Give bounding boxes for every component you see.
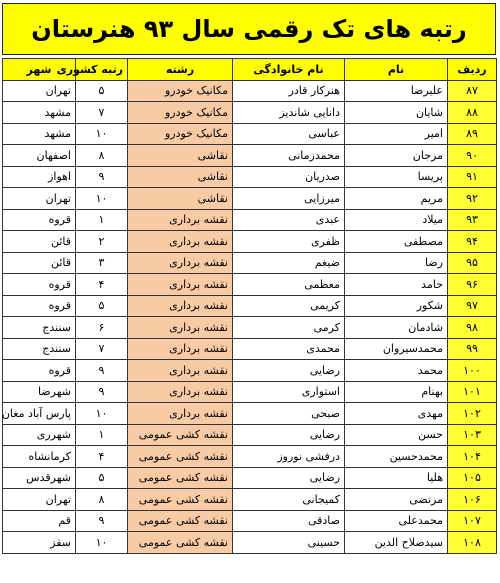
row-field: نقشه برداری — [128, 317, 233, 339]
row-name: علیرضا — [345, 80, 448, 102]
row-index: ۹۰ — [448, 145, 497, 167]
row-index: ۸۹ — [448, 123, 497, 145]
header-rank: رتبه کشوری — [76, 59, 128, 81]
row-field: نقشه برداری — [128, 381, 233, 403]
row-city: تهران — [3, 80, 76, 102]
row-family: رضایی — [233, 467, 345, 489]
ranking-table — [2, 58, 497, 554]
row-field: مکانیک خودرو — [128, 102, 233, 124]
row-index: ۱۰۴ — [448, 446, 497, 468]
row-city: قائن — [3, 231, 76, 253]
row-family: صدریان — [233, 166, 345, 188]
row-index: ۱۰۳ — [448, 424, 497, 446]
row-family: ضیغم — [233, 252, 345, 274]
row-field: نقشه کشی عمومی — [128, 510, 233, 532]
row-rank: ۱۰ — [76, 532, 128, 554]
row-index: ۹۴ — [448, 231, 497, 253]
row-family: معظمی — [233, 274, 345, 296]
row-field: نقشه برداری — [128, 274, 233, 296]
table-row — [3, 424, 497, 446]
row-rank: ۴ — [76, 274, 128, 296]
row-city: قروه — [3, 360, 76, 382]
row-index: ۹۲ — [448, 188, 497, 210]
table-row — [3, 231, 497, 253]
row-field: نقاشی — [128, 166, 233, 188]
row-name: شادمان — [345, 317, 448, 339]
row-field: نقشه کشی عمومی — [128, 489, 233, 511]
row-family: هنرکار قادر — [233, 80, 345, 102]
table-row — [3, 381, 497, 403]
page-title: رتبه های تک رقمی سال ۹۳ هنرستان — [2, 3, 496, 55]
row-field: نقشه برداری — [128, 403, 233, 425]
row-field: نقشه برداری — [128, 252, 233, 274]
row-city: تهران — [3, 489, 76, 511]
row-name: پریسا — [345, 166, 448, 188]
row-rank: ۹ — [76, 166, 128, 188]
row-name: مرجان — [345, 145, 448, 167]
row-rank: ۸ — [76, 489, 128, 511]
header-family: نام خانوادگی — [233, 59, 345, 81]
row-field: نقشه برداری — [128, 231, 233, 253]
row-rank: ۹ — [76, 360, 128, 382]
header-name: نام — [345, 59, 448, 81]
row-index: ۱۰۵ — [448, 467, 497, 489]
row-index: ۸۸ — [448, 102, 497, 124]
row-name: سیدصلاح الدین — [345, 532, 448, 554]
row-rank: ۸ — [76, 145, 128, 167]
row-field: مکانیک خودرو — [128, 123, 233, 145]
row-index: ۱۰۷ — [448, 510, 497, 532]
row-index: ۱۰۰ — [448, 360, 497, 382]
table-body — [3, 80, 497, 553]
table-row — [3, 145, 497, 167]
row-index: ۹۶ — [448, 274, 497, 296]
row-field: نقشه کشی عمومی — [128, 424, 233, 446]
table-row — [3, 209, 497, 231]
table-row — [3, 360, 497, 382]
row-family: عبدی — [233, 209, 345, 231]
table-row — [3, 532, 497, 554]
header-city: شهر — [3, 59, 76, 81]
row-field: نقاشی — [128, 145, 233, 167]
row-city: قروه — [3, 274, 76, 296]
row-rank: ۳ — [76, 252, 128, 274]
row-city: شهرقدس — [3, 467, 76, 489]
row-field: نقشه کشی عمومی — [128, 446, 233, 468]
row-field: نقشه برداری — [128, 338, 233, 360]
row-family: حسینی — [233, 532, 345, 554]
row-name: محمدعلی — [345, 510, 448, 532]
row-family: کرمی — [233, 317, 345, 339]
row-index: ۹۷ — [448, 295, 497, 317]
row-city: تهران — [3, 188, 76, 210]
row-city: مشهد — [3, 123, 76, 145]
row-index: ۹۱ — [448, 166, 497, 188]
table-row — [3, 80, 497, 102]
table-row — [3, 446, 497, 468]
row-rank: ۷ — [76, 102, 128, 124]
row-family: رضایی — [233, 360, 345, 382]
table-row — [3, 102, 497, 124]
row-name: شایان — [345, 102, 448, 124]
row-city: قروه — [3, 295, 76, 317]
row-field: نقاشی — [128, 188, 233, 210]
row-rank: ۵ — [76, 295, 128, 317]
row-name: رضا — [345, 252, 448, 274]
row-family: رضایی — [233, 424, 345, 446]
header-index: ردیف — [448, 59, 497, 81]
row-family: صادقی — [233, 510, 345, 532]
row-family: استواری — [233, 381, 345, 403]
table-row — [3, 295, 497, 317]
row-index: ۱۰۸ — [448, 532, 497, 554]
row-index: ۹۸ — [448, 317, 497, 339]
header-field: رشته — [128, 59, 233, 81]
row-field: نقشه کشی عمومی — [128, 467, 233, 489]
row-name: بهنام — [345, 381, 448, 403]
row-rank: ۴ — [76, 446, 128, 468]
row-family: محمدزمانی — [233, 145, 345, 167]
row-field: نقشه برداری — [128, 360, 233, 382]
row-index: ۱۰۱ — [448, 381, 497, 403]
row-city: مشهد — [3, 102, 76, 124]
row-rank: ۵ — [76, 80, 128, 102]
table-row — [3, 510, 497, 532]
table-row — [3, 166, 497, 188]
row-name: مرتضی — [345, 489, 448, 511]
table-row — [3, 252, 497, 274]
row-family: ظفری — [233, 231, 345, 253]
row-city: اصفهان — [3, 145, 76, 167]
row-city: شهرضا — [3, 381, 76, 403]
row-family: کمیجانی — [233, 489, 345, 511]
row-name: مریم — [345, 188, 448, 210]
row-city: شهرری — [3, 424, 76, 446]
row-field: نقشه برداری — [128, 209, 233, 231]
row-city: اهواز — [3, 166, 76, 188]
row-city: قائن — [3, 252, 76, 274]
row-city: کرمانشاه — [3, 446, 76, 468]
table-row — [3, 188, 497, 210]
row-city: قم — [3, 510, 76, 532]
row-index: ۱۰۲ — [448, 403, 497, 425]
row-family: عباسی — [233, 123, 345, 145]
row-name: شکور — [345, 295, 448, 317]
row-name: محمد — [345, 360, 448, 382]
row-rank: ۹ — [76, 510, 128, 532]
row-city: قروه — [3, 209, 76, 231]
table-row — [3, 467, 497, 489]
row-city: سنندج — [3, 317, 76, 339]
row-field: نقشه کشی عمومی — [128, 532, 233, 554]
row-rank: ۹ — [76, 381, 128, 403]
table-row — [3, 317, 497, 339]
row-index: ۹۹ — [448, 338, 497, 360]
row-index: ۸۷ — [448, 80, 497, 102]
table-row — [3, 489, 497, 511]
row-index: ۱۰۶ — [448, 489, 497, 511]
row-name: میلاد — [345, 209, 448, 231]
row-rank: ۱ — [76, 209, 128, 231]
row-name: حسن — [345, 424, 448, 446]
row-rank: ۱۰ — [76, 403, 128, 425]
row-rank: ۱ — [76, 424, 128, 446]
row-rank: ۱۰ — [76, 123, 128, 145]
row-index: ۹۳ — [448, 209, 497, 231]
row-family: محمدی — [233, 338, 345, 360]
row-rank: ۶ — [76, 317, 128, 339]
row-index: ۹۵ — [448, 252, 497, 274]
table-row — [3, 274, 497, 296]
row-rank: ۱۰ — [76, 188, 128, 210]
row-city: سقز — [3, 532, 76, 554]
row-name: مهدی — [345, 403, 448, 425]
row-rank: ۷ — [76, 338, 128, 360]
row-name: مصطفی — [345, 231, 448, 253]
row-name: محمدسیروان — [345, 338, 448, 360]
row-family: دانایی شاندیز — [233, 102, 345, 124]
row-field: نقشه برداری — [128, 295, 233, 317]
row-city: سنندج — [3, 338, 76, 360]
row-family: کریمی — [233, 295, 345, 317]
row-rank: ۵ — [76, 467, 128, 489]
row-family: میرزایی — [233, 188, 345, 210]
row-name: محمدحسین — [345, 446, 448, 468]
table-header-row — [3, 59, 497, 81]
row-name: امیر — [345, 123, 448, 145]
row-family: صبحی — [233, 403, 345, 425]
table-row — [3, 123, 497, 145]
row-rank: ۲ — [76, 231, 128, 253]
row-field: مکانیک خودرو — [128, 80, 233, 102]
table-row — [3, 338, 497, 360]
row-name: هلیا — [345, 467, 448, 489]
table-row — [3, 403, 497, 425]
row-name: حامد — [345, 274, 448, 296]
row-city: پارس آباد مغان — [3, 403, 76, 425]
row-family: درفشی نوروز — [233, 446, 345, 468]
